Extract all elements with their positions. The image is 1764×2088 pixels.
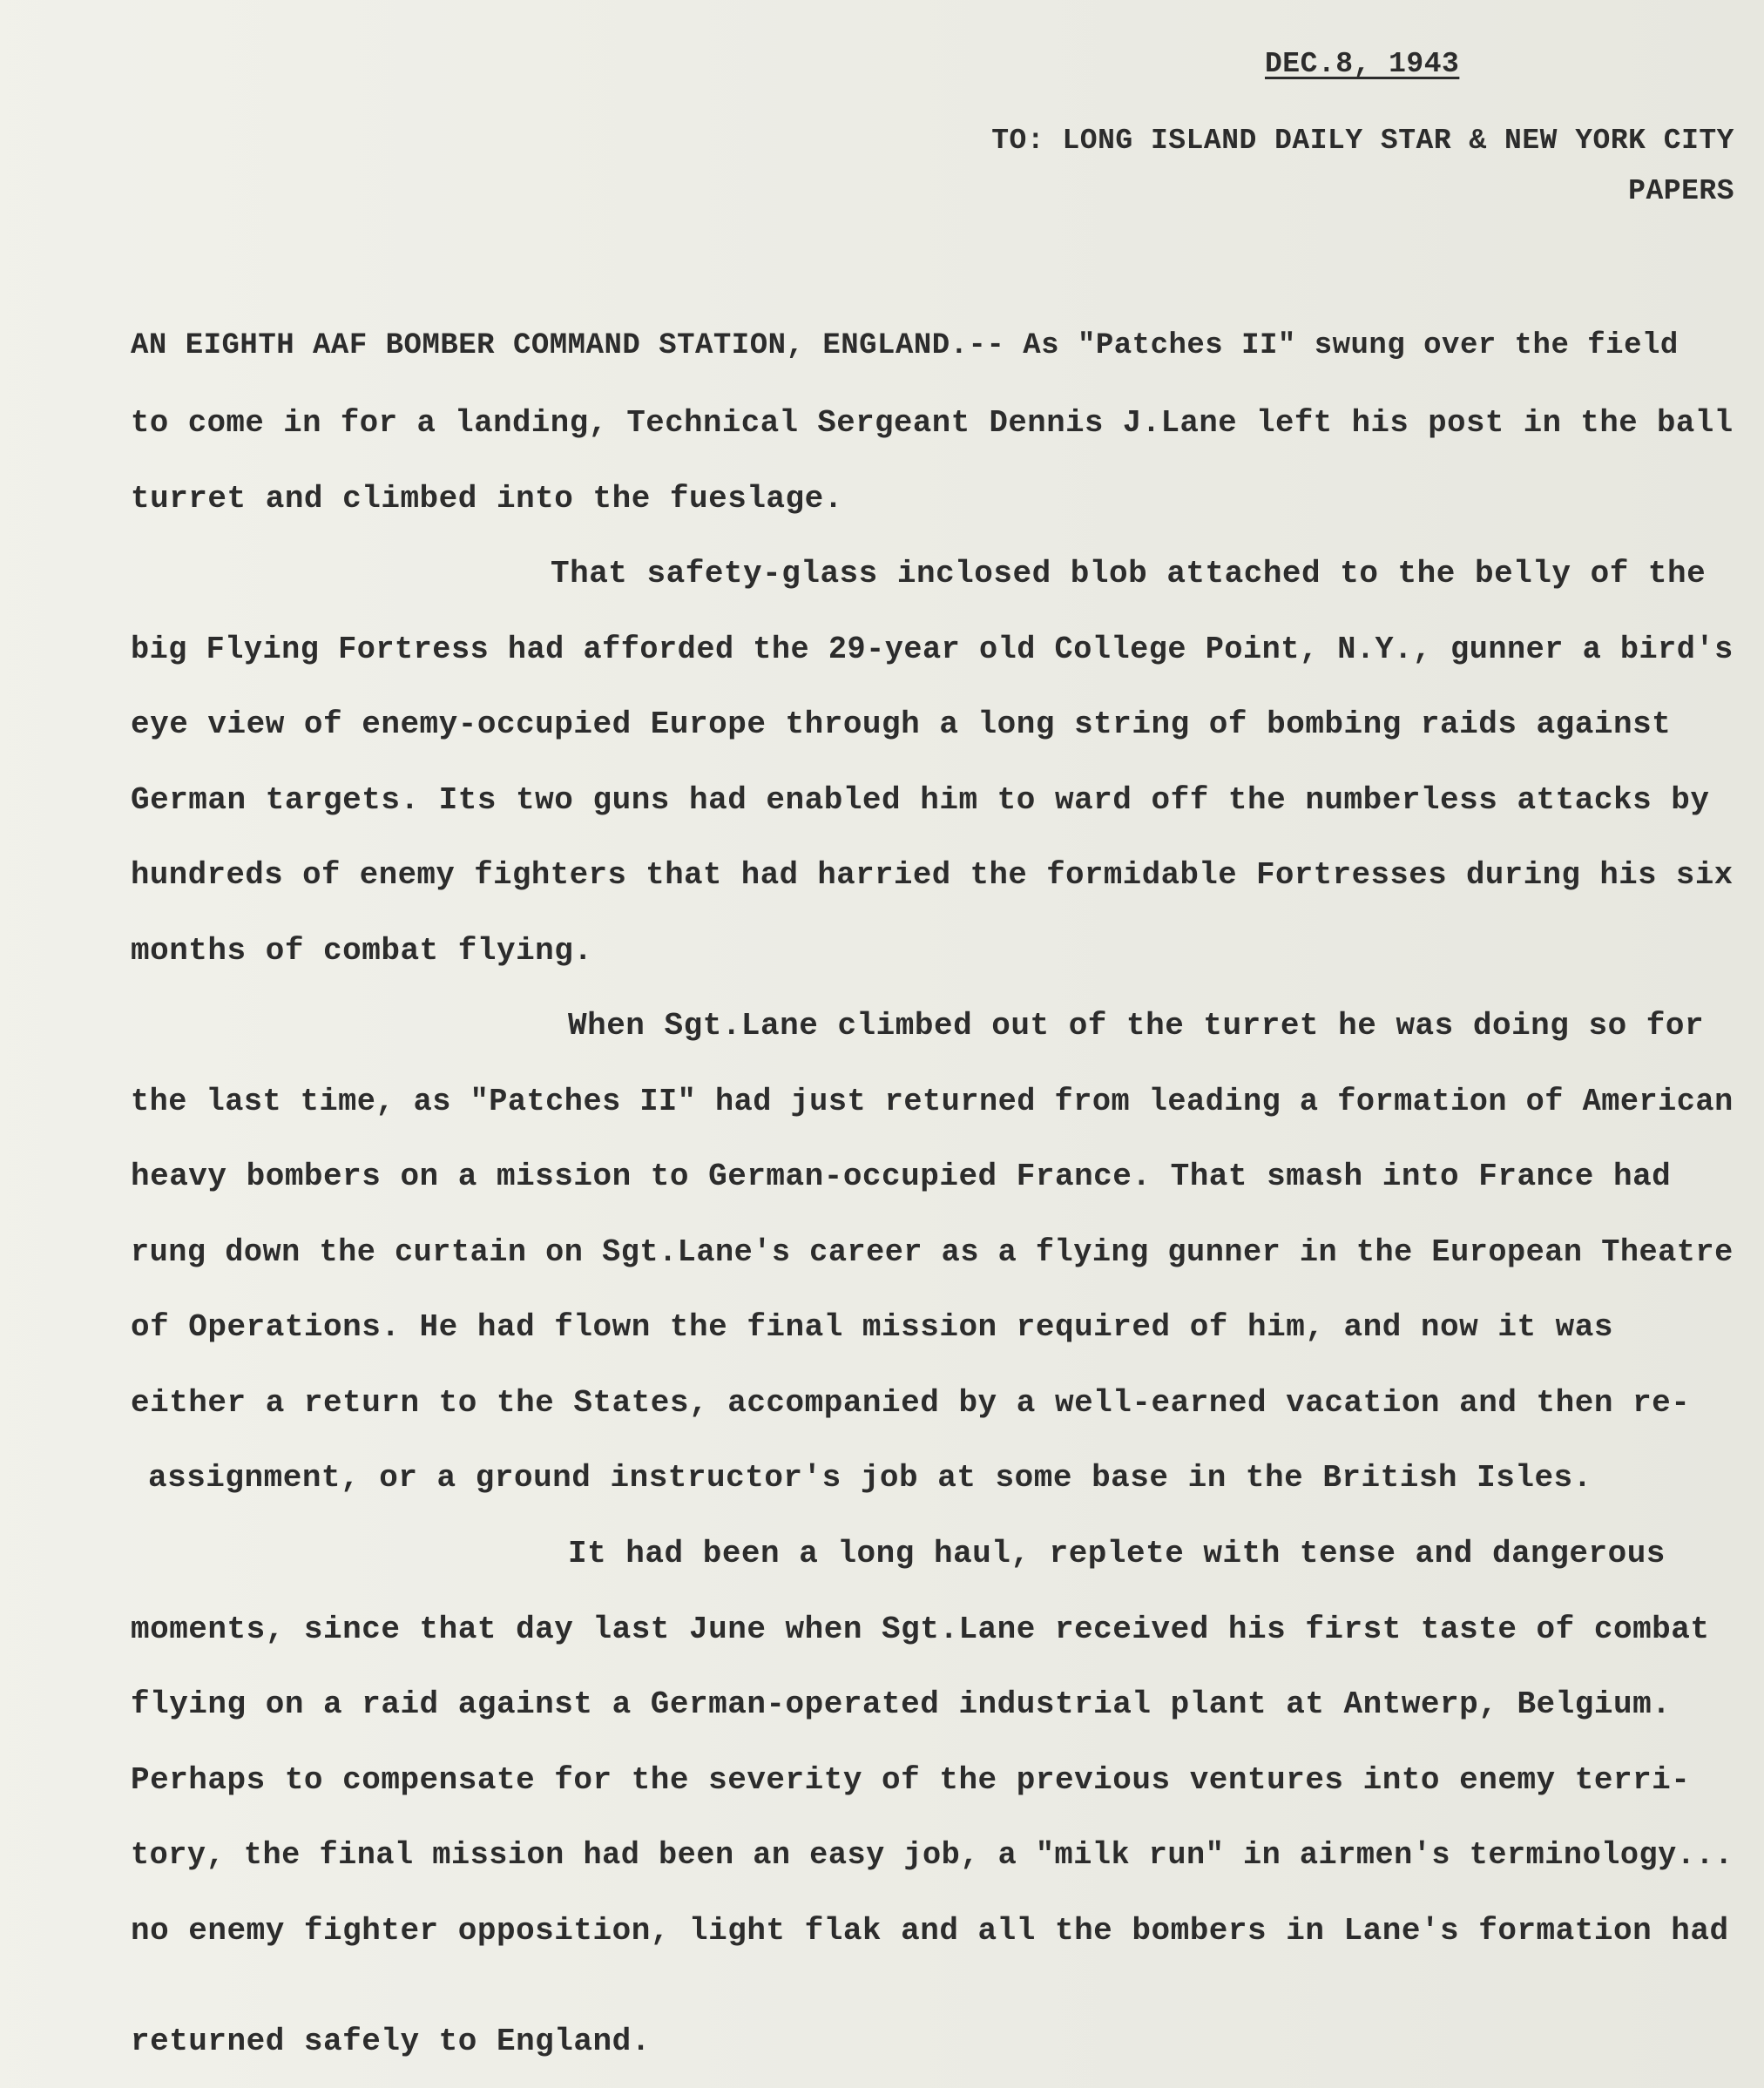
body-line: no enemy fighter opposition, light flak and all the bombers in Lane's formation had [131, 1913, 1729, 1949]
body-line: It had been a long haul, replete with tense and dangerous [568, 1536, 1666, 1571]
recipient-line-2: PAPERS [1628, 175, 1734, 207]
body-line: assignment, or a ground instructor's job at some base in the British Isles. [148, 1460, 1592, 1496]
body-line: eye view of enemy-occupied Europe through a long string of bombing raids against [131, 706, 1672, 742]
body-line: the last time, as "Patches II" had just returned from leading a formation of American [131, 1084, 1734, 1119]
body-line: turret and climbed into the fueslage. [131, 481, 843, 517]
body-line: to come in for a landing, Technical Sergeant Dennis J.Lane left his post in the ball [131, 405, 1734, 441]
recipient-line-1: TO: LONG ISLAND DAILY STAR & NEW YORK CITY [991, 125, 1734, 157]
body-line: AN EIGHTH AAF BOMBER COMMAND STATION, ENGLAND.-- As "Patches II" swung over the field [131, 329, 1679, 362]
body-line: tory, the final mission had been an easy job, a "milk run" in airmen's terminology... [131, 1837, 1734, 1873]
body-line: months of combat flying. [131, 933, 593, 969]
body-line: hundreds of enemy fighters that had harried the formidable Fortresses during his six [131, 857, 1734, 893]
body-line: flying on a raid against a German-operated industrial plant at Antwerp, Belgium. [131, 1686, 1672, 1722]
body-line: rung down the curtain on Sgt.Lane's career as a flying gunner in the European Theatre [131, 1234, 1734, 1270]
body-line: German targets. Its two guns had enabled him to ward off the numberless attacks by [131, 782, 1710, 818]
body-line: Perhaps to compensate for the severity of the previous ventures into enemy terri- [131, 1762, 1691, 1798]
body-line: moments, since that day last June when Sgt.Lane received his first taste of combat [131, 1612, 1710, 1647]
body-line: When Sgt.Lane climbed out of the turret he was doing so for [568, 1008, 1705, 1044]
body-line: of Operations. He had flown the final mission required of him, and now it was [131, 1309, 1613, 1345]
body-line: That safety-glass inclosed blob attached to the belly of the [551, 556, 1707, 591]
recipient-block [991, 116, 1734, 217]
body-line: big Flying Fortress had afforded the 29-year old College Point, N.Y., gunner a bird's [131, 632, 1734, 667]
body-line: either a return to the States, accompanied by a well-earned vacation and then re- [131, 1385, 1691, 1421]
body-line: returned safely to England. [131, 2024, 651, 2059]
body-line: heavy bombers on a mission to German-occupied France. That smash into France had [131, 1159, 1672, 1194]
date-line: DEC.8, 1943 [1265, 48, 1460, 80]
